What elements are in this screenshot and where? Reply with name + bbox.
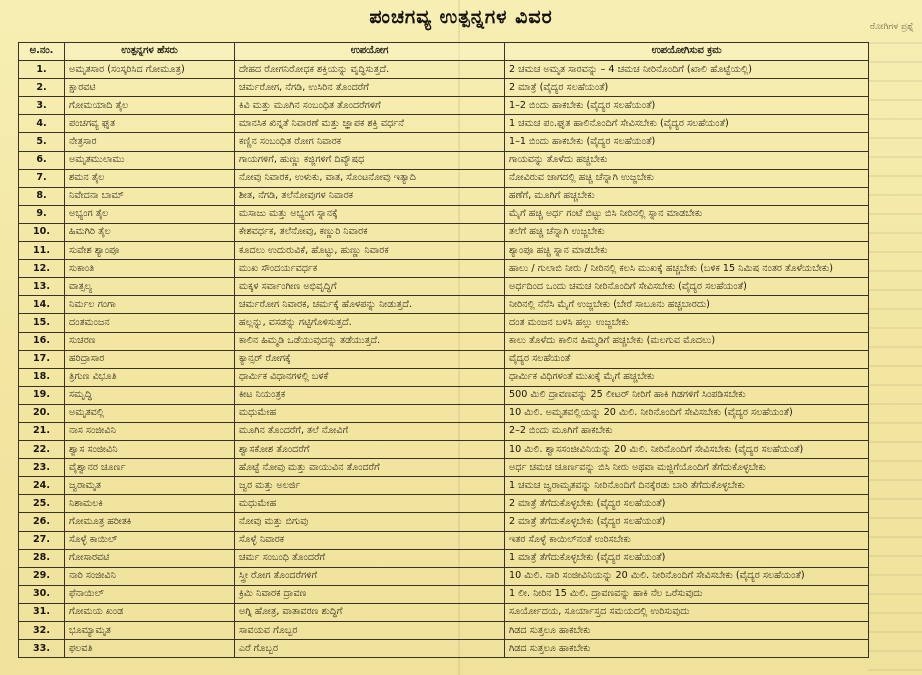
cell-method: ನೀರಿನಲ್ಲಿ ನೆನೆಸಿ ಮೈಗೆ ಉಜ್ಜಬೇಕು (ಬೇರೆ ಸಾಬೂನು ಹಚ್ಚಬಾರದು) [505, 296, 869, 314]
cell-serial: 18. [19, 368, 65, 386]
table-row [19, 314, 869, 332]
table-row [19, 495, 869, 513]
table-row [19, 404, 869, 422]
cell-usage: ಜ್ವರ ಮತ್ತು ಅಲರ್ಜಿ [235, 477, 505, 495]
cell-product-name: ಕ್ಷಾರವಟಿ [65, 79, 235, 97]
table-header-row [19, 43, 869, 61]
cell-usage: ಗಾಯಗಳಿಗೆ, ಹುಣ್ಣು ಕಜ್ಜಿಗಳಿಗೆ ದಿವ್ಯೌಷಧ [235, 151, 505, 169]
cell-usage: ನೋವು ಮತ್ತು ಬಿಗುವು [235, 513, 505, 531]
cell-serial: 27. [19, 531, 65, 549]
cell-method: 2–2 ಬಿಂದು ಮೂಗಿಗೆ ಹಾಕಬೇಕು [505, 422, 869, 440]
cell-product-name: ಶಮನ ತೈಲ [65, 169, 235, 187]
cell-product-name: ಅಮೃತಸಾರ (ಸಂಸ್ಕರಿಸಿದ ಗೋಮೂತ್ರ) [65, 61, 235, 79]
cell-usage: ಸಾವಯವ ಗೊಬ್ಬರ [235, 622, 505, 640]
cell-usage: ಮಧುಮೇಹ [235, 404, 505, 422]
cell-usage: ಕೀಟ ನಿಯಂತ್ರಕ [235, 386, 505, 404]
cell-product-name: ಪಂಚಗವ್ಯ ಘೃತ [65, 115, 235, 133]
cell-usage: ಮಸಾಜು ಮತ್ತು ಅಭ್ಯಂಗ ಸ್ನಾನಕ್ಕೆ [235, 205, 505, 223]
cell-serial: 10. [19, 223, 65, 241]
cell-method: ಇತರ ಸೊಳ್ಳೆ ಕಾಯಿಲ್‌ನಂತೆ ಉರಿಸಬೇಕು [505, 531, 869, 549]
table-row [19, 187, 869, 205]
cell-product-name: ಶ್ವಾಸ ಸಂಜೀವಿನಿ [65, 441, 235, 459]
table-row [19, 133, 869, 151]
table-row [19, 441, 869, 459]
cell-product-name: ಗೋಮೂತ್ರ ಹರೀತಕಿ [65, 513, 235, 531]
cell-product-name: ಗೋಮಯ ಖಂಡ [65, 603, 235, 621]
cell-method: 500 ಮಿಲಿ ದ್ರಾವಣವನ್ನು 25 ಲೀಟರ್ ನೀರಿಗೆ ಹಾಕಿ ಗಿಡಗಳಿಗೆ ಸಿಂಪಡಿಸಬೇಕು [505, 386, 869, 404]
table-row [19, 296, 869, 314]
table-row [19, 332, 869, 350]
cell-product-name: ಫಲವತಿ [65, 640, 235, 658]
cell-method: ಹಣೆಗೆ, ಮೂಗಿಗೆ ಹಚ್ಚಬೇಕು [505, 187, 869, 205]
cell-usage: ಧಾರ್ಮಿಕ ವಿಧಾನಗಳಲ್ಲಿ ಬಳಕೆ [235, 368, 505, 386]
cell-usage: ಹಲ್ಲನ್ನು, ವಸಡನ್ನು ಗಟ್ಟಿಗೊಳಿಸುತ್ತದೆ. [235, 314, 505, 332]
cell-product-name: ನಿವೇದನಾ ಬಾಮ್ [65, 187, 235, 205]
cell-usage: ಕೇಶವರ್ಧಕ, ತಲೆನೋವು, ಕಣ್ಣುರಿ ನಿವಾರಕ [235, 223, 505, 241]
cell-product-name: ನಾರಿ ಸಂಜೀವಿನಿ [65, 567, 235, 585]
table-row [19, 151, 869, 169]
header-product-name: ಉತ್ಪನ್ನಗಳ ಹೆಸರು [65, 43, 235, 61]
cell-usage: ಮಧುಮೇಹ [235, 495, 505, 513]
cell-serial: 31. [19, 603, 65, 621]
table-row [19, 205, 869, 223]
cell-method: ವೈದ್ಯರ ಸಲಹೆಯಂತೆ [505, 350, 869, 368]
cell-method: ಧಾರ್ಮಿಕ ವಿಧಿಗಳಂತೆ ಮುಖಕ್ಕೆ ಮೈಗೆ ಹಚ್ಚಬೇಕು [505, 368, 869, 386]
cell-product-name: ತ್ರಿಗುಣ ವಿಭೂತಿ [65, 368, 235, 386]
cell-serial: 22. [19, 441, 65, 459]
cell-serial: 24. [19, 477, 65, 495]
cell-usage: ಮಕ್ಕಳ ಸರ್ವಾಂಗೀಣ ಅಭಿವೃದ್ಧಿಗೆ [235, 278, 505, 296]
cell-serial: 28. [19, 549, 65, 567]
cell-serial: 25. [19, 495, 65, 513]
cell-method: ಅರ್ಧದಿಂದ ಒಂದು ಚಮಚ ನೀರಿನೊಂದಿಗೆ ಸೇವಿಸಬೇಕು (ವೈದ್ಯರ ಸಲಹೆಯಂತೆ) [505, 278, 869, 296]
table-row [19, 513, 869, 531]
cell-serial: 8. [19, 187, 65, 205]
table-row [19, 260, 869, 278]
cell-serial: 29. [19, 567, 65, 585]
cell-product-name: ಸೊಳ್ಳೆ ಕಾಯಿಲ್ [65, 531, 235, 549]
cell-method: 2 ಚಮಚ ಅಮೃತ ಸಾರವನ್ನು – 4 ಚಮಚ ನೀರಿನೊಂದಿಗೆ (ಖಾಲಿ ಹೊಟ್ಟೆಯಲ್ಲಿ) [505, 61, 869, 79]
cell-method: ಗಿಡದ ಸುತ್ತಲೂ ಹಾಕಬೇಕು [505, 622, 869, 640]
cell-product-name: ಸುವೇಶ ಶ್ಯಾಂಪೂ [65, 242, 235, 260]
cell-usage: ಶೀತ, ನೆಗಡಿ, ತಲೆನೋವುಗಳ ನಿವಾರಕ [235, 187, 505, 205]
table-row [19, 531, 869, 549]
cell-usage: ಶ್ವಾಸಕೋಶ ತೊಂದರೆಗೆ [235, 441, 505, 459]
cell-method: ಹಾಲು / ಗುಲಾಬಿ ನೀರು / ನೀರಿನಲ್ಲಿ ಕಲಸಿ ಮುಖಕ್ಕೆ ಹಚ್ಚಬೇಕು (ಬಳಿಕ 15 ನಿಮಿಷ ನಂತರ ತೊಳೆಯಬೇಕು) [505, 260, 869, 278]
cell-method: ನೋವಿರುವ ಜಾಗದಲ್ಲಿ ಹಚ್ಚಿ ಚೆನ್ನಾಗಿ ಉಜ್ಜಬೇಕು [505, 169, 869, 187]
cell-serial: 16. [19, 332, 65, 350]
cell-method: 1 ಲೀ. ನೀರಿನ 15 ಮಿಲಿ. ದ್ರಾವಣವನ್ನು ಹಾಕಿ ನೆಲ ಒರೆಸುವುದು [505, 585, 869, 603]
cell-method: 2 ಮಾತ್ರೆ ತೆಗೆದುಕೊಳ್ಳಬೇಕು (ವೈದ್ಯರ ಸಲಹೆಯಂತೆ) [505, 495, 869, 513]
cell-usage: ಮೂಗಿನ ತೊಂದರೆಗೆ, ತಲೆ ನೋವಿಗೆ [235, 422, 505, 440]
cell-product-name: ವಾತ್ಸಲ್ಯ [65, 278, 235, 296]
cell-product-name: ಅಮೃತಮುಲಾಮು [65, 151, 235, 169]
cell-serial: 23. [19, 459, 65, 477]
cell-usage: ಕ್ರಿಮಿ ನಿವಾರಕ ದ್ರಾವಣ [235, 585, 505, 603]
cell-usage: ನೋವು ನಿವಾರಕ, ಉಳುಕು, ವಾತ, ಸೊಂಟನೋವು ಇತ್ಯಾದಿ [235, 169, 505, 187]
cell-serial: 4. [19, 115, 65, 133]
cell-usage: ಕಿವಿ ಮತ್ತು ಮೂಗಿನ ಸಂಬಂಧಿತ ತೊಂದರೆಗಳಿಗೆ [235, 97, 505, 115]
cell-serial: 26. [19, 513, 65, 531]
table-row [19, 622, 869, 640]
cell-usage: ಕ್ಯಾನ್ಸರ್ ರೋಗಕ್ಕೆ [235, 350, 505, 368]
table-row [19, 350, 869, 368]
cell-product-name: ನೇತ್ರಸಾರ [65, 133, 235, 151]
cell-product-name: ಜ್ವರಾಮೃತ [65, 477, 235, 495]
cell-method: ದಂತ ಮಂಜನ ಬಳಸಿ ಹಲ್ಲು ಉಜ್ಜಬೇಕು [505, 314, 869, 332]
cell-method: 1 ಚಮಚ ಪಂ.ಘೃತ ಹಾಲಿನೊಂದಿಗೆ ಸೇವಿಸಬೇಕು (ವೈದ್ಯರ ಸಲಹೆಯಂತೆ) [505, 115, 869, 133]
cell-product-name: ದಂತಮಂಜನ [65, 314, 235, 332]
cell-serial: 14. [19, 296, 65, 314]
table-row [19, 61, 869, 79]
right-margin [868, 42, 922, 675]
cell-serial: 33. [19, 640, 65, 658]
cell-usage: ಚರ್ಮರೋಗ, ನೆಗಡಿ, ಉಸಿರಿನ ತೊಂದರೆಗೆ [235, 79, 505, 97]
cell-serial: 20. [19, 404, 65, 422]
cell-usage: ಸೊಳ್ಳೆ ನಿವಾರಕ [235, 531, 505, 549]
cell-method: 1 ಮಾತ್ರೆ ತೆಗೆದುಕೊಳ್ಳಬೇಕು (ವೈದ್ಯರ ಸಲಹೆಯಂತೆ) [505, 549, 869, 567]
cell-serial: 11. [19, 242, 65, 260]
cell-product-name: ಸುಚರಣ [65, 332, 235, 350]
cell-product-name: ವೈಶ್ವಾನರ ಚೂರ್ಣ [65, 459, 235, 477]
cell-method: ಮೈಗೆ ಹಚ್ಚಿ ಅರ್ಧ ಗಂಟೆ ಬಿಟ್ಟು ಬಿಸಿ ನೀರಿನಲ್ಲಿ ಸ್ನಾನ ಮಾಡಬೇಕು [505, 205, 869, 223]
table-row [19, 386, 869, 404]
cell-product-name: ಹರಿದ್ರಾಸಾರ [65, 350, 235, 368]
cell-serial: 3. [19, 97, 65, 115]
table-row [19, 79, 869, 97]
cell-method: 1–2 ಬಿಂದು ಹಾಕಬೇಕು (ವೈದ್ಯರ ಸಲಹೆಯಂತೆ) [505, 97, 869, 115]
header-serial: ಅ.ನಂ. [19, 43, 65, 61]
cell-serial: 32. [19, 622, 65, 640]
cell-method: 2 ಮಾತ್ರೆ ತೆಗೆದುಕೊಳ್ಳಬೇಕು (ವೈದ್ಯರ ಸಲಹೆಯಂತೆ) [505, 513, 869, 531]
cell-method: ಗಿಡದ ಸುತ್ತಲೂ ಹಾಕಬೇಕು [505, 640, 869, 658]
table-row [19, 368, 869, 386]
cell-serial: 5. [19, 133, 65, 151]
cell-product-name: ಫೆನಾಯಿಲ್ [65, 585, 235, 603]
cell-product-name: ಗೋಸಾರವಟಿ [65, 549, 235, 567]
margin-text: ರೋಗಿಗಳ ಪ್ರಶ್ನೆ [870, 22, 914, 32]
cell-serial: 9. [19, 205, 65, 223]
table-row [19, 567, 869, 585]
cell-serial: 13. [19, 278, 65, 296]
table-row [19, 477, 869, 495]
cell-serial: 2. [19, 79, 65, 97]
cell-usage: ಹೊಟ್ಟೆ ನೋವು ಮತ್ತು ವಾಯುವಿನ ತೊಂದರೆಗೆ [235, 459, 505, 477]
table-row [19, 585, 869, 603]
cell-usage: ಅಗ್ನಿ ಹೋತ್ರ, ವಾತಾವರಣ ಶುದ್ಧಿಗೆ [235, 603, 505, 621]
table-row [19, 115, 869, 133]
products-table [18, 42, 869, 658]
cell-method: ಕಾಲು ತೊಳೆದು ಕಾಲಿನ ಹಿಮ್ಮಡಿಗೆ ಹಚ್ಚಬೇಕು (ಮಲಗುವ ಮೊದಲು) [505, 332, 869, 350]
cell-usage: ಕೂದಲು ಉದುರುವಿಕೆ, ಹೊಟ್ಟು, ಹುಣ್ಣು ನಿವಾರಕ [235, 242, 505, 260]
cell-usage: ದೇಹದ ರೋಗನಿರೋಧಕ ಶಕ್ತಿಯನ್ನು ವೃದ್ಧಿಸುತ್ತದೆ. [235, 61, 505, 79]
cell-usage: ಮುಖ ಸೌಂದರ್ಯವರ್ಧಕ [235, 260, 505, 278]
table-row [19, 97, 869, 115]
table-row [19, 278, 869, 296]
cell-product-name: ನಿಶಾಮಲಕಿ [65, 495, 235, 513]
cell-product-name: ಸುಕಾಂತಿ [65, 260, 235, 278]
cell-method: ಶ್ಯಾಂಪೂ ಹಚ್ಚಿ ಸ್ನಾನ ಮಾಡಬೇಕು [505, 242, 869, 260]
cell-usage: ಸ್ತ್ರೀ ರೋಗ ತೊಂದರೆಗಳಿಗೆ [235, 567, 505, 585]
cell-serial: 7. [19, 169, 65, 187]
cell-method: 10 ಮಿಲಿ. ಶ್ವಾಸಸಂಜೀವಿನಿಯನ್ನು 20 ಮಿಲಿ. ನೀರಿನೊಂದಿಗೆ ಸೇವಿಸಬೇಕು (ವೈದ್ಯರ ಸಲಹೆಯಂತೆ) [505, 441, 869, 459]
table-row [19, 169, 869, 187]
cell-product-name: ಹಿಮಗಿರಿ ತೈಲ [65, 223, 235, 241]
cell-usage: ಕಾಲಿನ ಹಿಮ್ಮಡಿ ಒಡೆಯುವುದನ್ನು ತಡೆಯುತ್ತದೆ. [235, 332, 505, 350]
cell-product-name: ಗೋಮಯಾದಿ ತೈಲ [65, 97, 235, 115]
cell-method: 10 ಮಿಲಿ. ನಾರಿ ಸಂಜೀವಿನಿಯನ್ನು 20 ಮಿಲಿ. ನೀರಿನೊಂದಿಗೆ ಸೇವಿಸಬೇಕು (ವೈದ್ಯರ ಸಲಹೆಯಂತೆ) [505, 567, 869, 585]
cell-method: ಗಾಯವನ್ನು ತೊಳೆದು ಹಚ್ಚಬೇಕು [505, 151, 869, 169]
table-row [19, 242, 869, 260]
cell-usage: ಎರೆ ಗೊಬ್ಬರ [235, 640, 505, 658]
cell-method: ತಲೆಗೆ ಹಚ್ಚಿ ಚೆನ್ನಾಗಿ ಉಜ್ಜಬೇಕು [505, 223, 869, 241]
cell-method: 1 ಚಮಚ ಜ್ವರಾಮೃತವನ್ನು ನೀರಿನೊಂದಿಗೆ ದಿನಕ್ಕೆರಡು ಬಾರಿ ತೆಗೆದುಕೊಳ್ಳಬೇಕು [505, 477, 869, 495]
cell-serial: 15. [19, 314, 65, 332]
cell-serial: 19. [19, 386, 65, 404]
table-body [19, 61, 869, 658]
cell-product-name: ಸಮೃದ್ಧಿ [65, 386, 235, 404]
cell-method: 1–1 ಬಿಂದು ಹಾಕಬೇಕು (ವೈದ್ಯರ ಸಲಹೆಯಂತೆ) [505, 133, 869, 151]
cell-usage: ಚರ್ಮ ಸಂಬಂಧಿ ತೊಂದರೆಗೆ [235, 549, 505, 567]
table-row [19, 640, 869, 658]
cell-method: ಅರ್ಧ ಚಮಚ ಚೂರ್ಣವನ್ನು ಬಿಸಿ ನೀರು ಅಥವಾ ಮಜ್ಜಿಗೆಯೊಂದಿಗೆ ತೆಗೆದುಕೊಳ್ಳಬೇಕು [505, 459, 869, 477]
cell-serial: 6. [19, 151, 65, 169]
cell-usage: ಚರ್ಮರೋಗ ನಿವಾರಕ, ಚರ್ಮಕ್ಕೆ ಹೊಳಪನ್ನು ನೀಡುತ್ತದೆ. [235, 296, 505, 314]
table-row [19, 422, 869, 440]
header-usage: ಉಪಯೋಗ [235, 43, 505, 61]
cell-method: 2 ಮಾತ್ರೆ (ವೈದ್ಯರ ಸಲಹೆಯಂತೆ) [505, 79, 869, 97]
cell-serial: 1. [19, 61, 65, 79]
cell-usage: ಕಣ್ಣಿನ ಸಂಬಂಧಿತ ರೋಗ ನಿವಾರಕ [235, 133, 505, 151]
table-row [19, 459, 869, 477]
cell-method: 10 ಮಿಲಿ. ಅಮೃತವಲ್ಲಿಯನ್ನು 20 ಮಿಲಿ. ನೀರಿನೊಂದಿಗೆ ಸೇವಿಸಬೇಕು (ವೈದ್ಯರ ಸಲಹೆಯಂತೆ) [505, 404, 869, 422]
table-row [19, 223, 869, 241]
cell-product-name: ನಾಸ ಸಂಜೀವಿನಿ [65, 422, 235, 440]
cell-serial: 21. [19, 422, 65, 440]
table-row [19, 549, 869, 567]
page-title: ಪಂಚಗವ್ಯ ಉತ್ಪನ್ನಗಳ ವಿವರ [369, 6, 553, 28]
cell-product-name: ನಿರ್ಮಲ ಗಂಗಾ [65, 296, 235, 314]
cell-usage: ಮಾನಸಿಕ ಖಿನ್ನತೆ ನಿವಾರಣೆ ಮತ್ತು ಜ್ಞಾಪಕ ಶಕ್ತಿ ವರ್ಧನೆ [235, 115, 505, 133]
cell-product-name: ಅಭ್ಯಂಗ ತೈಲ [65, 205, 235, 223]
cell-serial: 17. [19, 350, 65, 368]
cell-serial: 12. [19, 260, 65, 278]
cell-product-name: ಭೂಮ್ಯಾಮೃತ [65, 622, 235, 640]
cell-serial: 30. [19, 585, 65, 603]
table-row [19, 603, 869, 621]
cell-product-name: ಅಮೃತವಲ್ಲಿ [65, 404, 235, 422]
header-method: ಉಪಯೋಗಿಸುವ ಕ್ರಮ [505, 43, 869, 61]
cell-method: ಸೂರ್ಯೋದಯ, ಸೂರ್ಯಾಸ್ತದ ಸಮಯದಲ್ಲಿ ಉರಿಸುವುದು [505, 603, 869, 621]
